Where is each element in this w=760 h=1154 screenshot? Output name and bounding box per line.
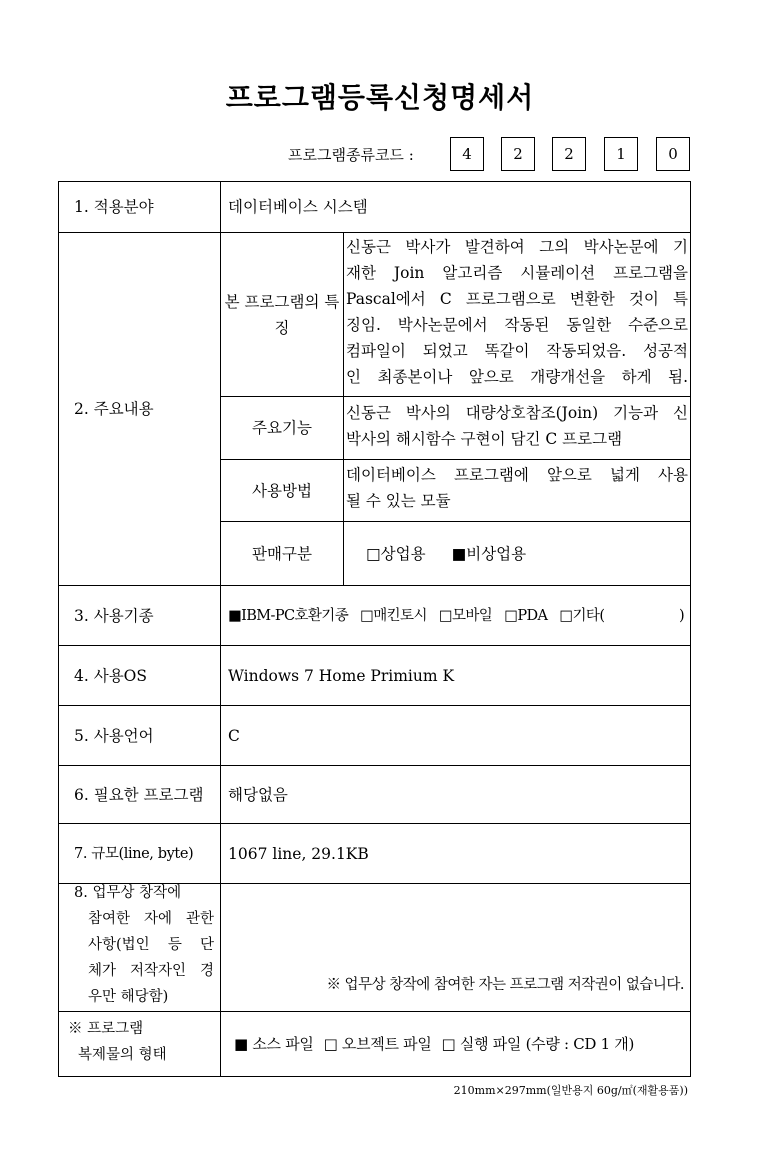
pda-option-label: PDA [517, 607, 548, 624]
mac-checkbox[interactable]: □ [360, 607, 374, 624]
text-line: 체가 저작자인 경 [88, 963, 214, 979]
pda-checkbox[interactable]: □ [504, 607, 518, 624]
work-for-hire-value[interactable]: ※ 업무상 창작에 참여한 자는 프로그램 저작권이 없습니다. [326, 977, 684, 993]
os-label: 4. 사용OS [74, 666, 147, 685]
source-file-checkbox[interactable]: ■ [234, 1035, 248, 1053]
object-file-label: 오브젝트 파일 [341, 1035, 432, 1053]
code-digit-box[interactable]: 0 [656, 137, 690, 171]
commercial-option-label: 상업용 [380, 544, 426, 563]
other-close-paren: ) [678, 607, 684, 624]
paper-spec-footer: 210mm×297mm(일반용지 60g/㎡(재활용품)) [453, 1084, 688, 1097]
text-line: 데이터베이스 프로그램에 앞으로 넓게 사용 [346, 466, 688, 484]
text-line: 참여한 자에 관한 [88, 911, 214, 927]
scale-value[interactable]: 1067 line, 29.1KB [228, 844, 369, 863]
table-border [690, 181, 691, 1077]
text-line: Pascal에서 C 프로그램으로 변환한 것이 특 [346, 290, 688, 308]
scale-label: 7. 규모(line, byte) [74, 845, 194, 862]
sales-type-options [366, 522, 686, 585]
text-line: 신동근 박사가 발견하여 그의 박사논문에 기 [346, 238, 688, 256]
language-label: 5. 사용언어 [74, 726, 154, 745]
features-text[interactable] [346, 234, 688, 396]
text-line: 8. 업무상 창작에 [74, 885, 182, 901]
copy-form-label [68, 1016, 218, 1074]
text-line: 징임. 박사논문에서 작동된 동일한 수준으로 [346, 316, 688, 334]
commercial-checkbox[interactable]: □ [366, 544, 381, 563]
application-field-value[interactable]: 데이터베이스 시스템 [228, 198, 368, 216]
functions-text[interactable] [346, 400, 688, 458]
table-border [58, 181, 59, 1077]
noncommercial-option-label: 비상업용 [466, 544, 527, 563]
text-line: 복제물의 형태 [78, 1047, 167, 1063]
os-value[interactable]: Windows 7 Home Primium K [228, 666, 455, 685]
executable-file-checkbox[interactable]: □ [441, 1035, 456, 1053]
page-title: 프로그램등록신청명세서 [225, 81, 535, 114]
mobile-checkbox[interactable]: □ [438, 607, 452, 624]
required-program-label: 6. 필요한 프로그램 [74, 785, 204, 804]
code-digit-box[interactable]: 2 [501, 137, 535, 171]
mac-option-label: 매킨토시 [373, 607, 427, 624]
object-file-checkbox[interactable]: □ [323, 1035, 338, 1053]
source-file-label: 소스 파일 [252, 1035, 314, 1053]
executable-file-label: 실행 파일 (수량 : CD 1 개) [459, 1035, 635, 1053]
application-field-label: 1. 적용분야 [74, 198, 154, 216]
text-line: 박사의 해시함수 구현이 담긴 C 프로그램 [346, 430, 623, 448]
other-option-label: 기타( [572, 607, 605, 624]
machine-options [228, 586, 684, 645]
program-type-code-label: 프로그램종류코드 : [288, 146, 414, 164]
code-digit-box[interactable]: 1 [604, 137, 638, 171]
functions-label: 주요기능 [252, 419, 312, 437]
required-program-value[interactable]: 해당없음 [228, 785, 288, 804]
noncommercial-checkbox[interactable]: ■ [451, 544, 467, 563]
column-divider [343, 232, 344, 585]
copy-form-options [234, 1012, 686, 1076]
text-line: 사항(법인 등 단 [88, 937, 214, 953]
ibm-pc-option-label: IBM-PC호환기종 [241, 607, 349, 624]
text-line: 될 수 있는 모듈 [346, 492, 451, 510]
features-label: 본 프로그램의 특징 [224, 292, 340, 337]
text-line: 인 최종본이나 앞으로 개량개선을 하게 됨. [346, 368, 688, 386]
text-line: 우만 해당함) [88, 989, 169, 1005]
language-value[interactable]: C [228, 726, 240, 745]
mobile-option-label: 모바일 [451, 607, 493, 624]
usage-label: 사용방법 [252, 481, 312, 500]
work-for-hire-label [74, 880, 214, 1010]
text-line: 신동근 박사의 대량상호참조(Join) 기능과 신 [346, 404, 688, 422]
other-checkbox[interactable]: □ [559, 607, 573, 624]
sales-type-label: 판매구분 [252, 544, 312, 563]
text-line: 재한 Join 알고리즘 시뮬레이션 프로그램을 [346, 264, 688, 282]
table-border [58, 1076, 691, 1077]
code-digit-box[interactable]: 2 [552, 137, 586, 171]
code-digit-box[interactable]: 4 [450, 137, 484, 171]
usage-text[interactable] [346, 462, 688, 520]
text-line: 컴파일이 되었고 똑같이 작동되었음. 성공적 [346, 342, 688, 360]
machine-label: 3. 사용기종 [74, 606, 154, 625]
text-line: ※ 프로그램 [68, 1021, 144, 1037]
main-content-label: 2. 주요내용 [74, 400, 154, 418]
ibm-pc-checkbox[interactable]: ■ [228, 607, 242, 624]
